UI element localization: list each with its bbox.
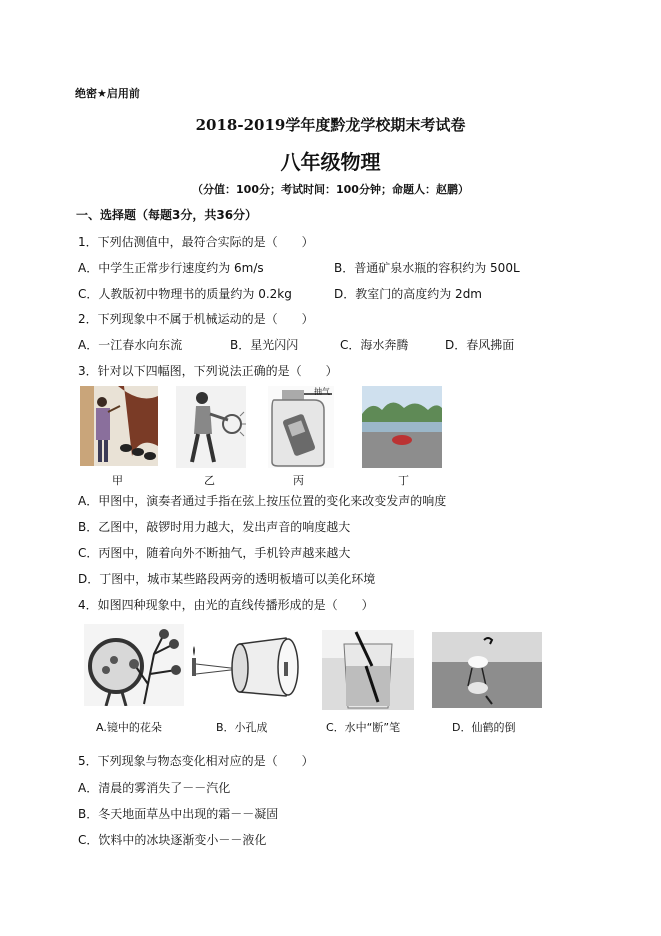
- q4-caption-d: D．仙鹤的倒: [452, 721, 516, 734]
- q4-stem: 4．如图四种现象中，由光的直线传播形成的是（ ）: [78, 598, 374, 612]
- q1-option-b: B．普通矿泉水瓶的容积约为 500L: [334, 261, 520, 275]
- q4-caption-a: A.镜中的花朵: [96, 721, 162, 734]
- q4-caption-c: C．水中“断”笔: [326, 721, 401, 734]
- q1-option-c: C．人教版初中物理书的质量约为 0.2kg: [78, 287, 292, 301]
- q5-option-b: B．冬天地面草丛中出现的霜－－凝固: [78, 807, 279, 821]
- q1-option-a: A．中学生正常步行速度约为 6m/s: [78, 261, 264, 275]
- q5-option-c: C．饮料中的冰块逐渐变小－－液化: [78, 833, 267, 847]
- q2-option-a: A．一江春水向东流: [78, 338, 183, 352]
- q3-stem: 3．针对以下四幅图，下列说法正确的是（ ）: [78, 364, 338, 378]
- exam-title: 2018-2019学年度黔龙学校期末考试卷: [195, 116, 466, 134]
- q2-option-c: C．海水奔腾: [340, 338, 409, 352]
- q3-caption-yi: 乙: [204, 474, 215, 487]
- exam-subject: 八年级物理: [280, 150, 381, 174]
- q3-option-d: D．丁图中，城市某些路段两旁的透明板墙可以美化环境: [78, 572, 376, 586]
- q2-stem: 2．下列现象中不属于机械运动的是（ ）: [78, 312, 314, 326]
- q5-stem: 5．下列现象与物态变化相对应的是（ ）: [78, 754, 314, 768]
- q5-option-a: A．清晨的雾消失了－－汽化: [78, 781, 231, 795]
- q3-caption-jia: 甲: [112, 474, 123, 487]
- q3-caption-bing: 丙: [293, 474, 304, 487]
- q4-image-broken-pen: [322, 630, 414, 710]
- q3-option-c: C．丙图中，随着向外不断抽气，手机铃声越来越大: [78, 546, 351, 560]
- q4-caption-b: B．小孔成: [216, 721, 268, 734]
- confidential-label: 绝密★启用前: [75, 87, 140, 100]
- q3-pump-label: 抽气: [314, 387, 330, 396]
- q3-image-yi: [176, 386, 246, 468]
- q3-image-bing: [268, 386, 334, 468]
- q2-option-b: B．星光闪闪: [230, 338, 299, 352]
- q4-image-pinhole: [190, 634, 306, 702]
- q1-option-d: D．教室门的高度约为 2dm: [334, 287, 482, 301]
- q3-option-b: B．乙图中，敲锣时用力越大，发出声音的响度越大: [78, 520, 351, 534]
- q1-stem: 1．下列估测值中，最符合实际的是（ ）: [78, 235, 314, 249]
- q4-image-mirror-flower: [84, 624, 184, 706]
- exam-info: （分值：100分；考试时间：100分钟；命题人：赵鹏）: [192, 183, 469, 196]
- q2-option-d: D．春风拂面: [445, 338, 515, 352]
- q3-option-a: A．甲图中，演奏者通过手指在弦上按压位置的变化来改变发声的响度: [78, 494, 447, 508]
- q3-image-ding: [362, 386, 442, 468]
- q3-image-jia: [80, 386, 158, 466]
- q4-image-crane-reflection: [432, 632, 542, 708]
- section-heading: 一、选择题（每题3分，共36分）: [76, 208, 258, 222]
- q3-caption-ding: 丁: [398, 474, 409, 487]
